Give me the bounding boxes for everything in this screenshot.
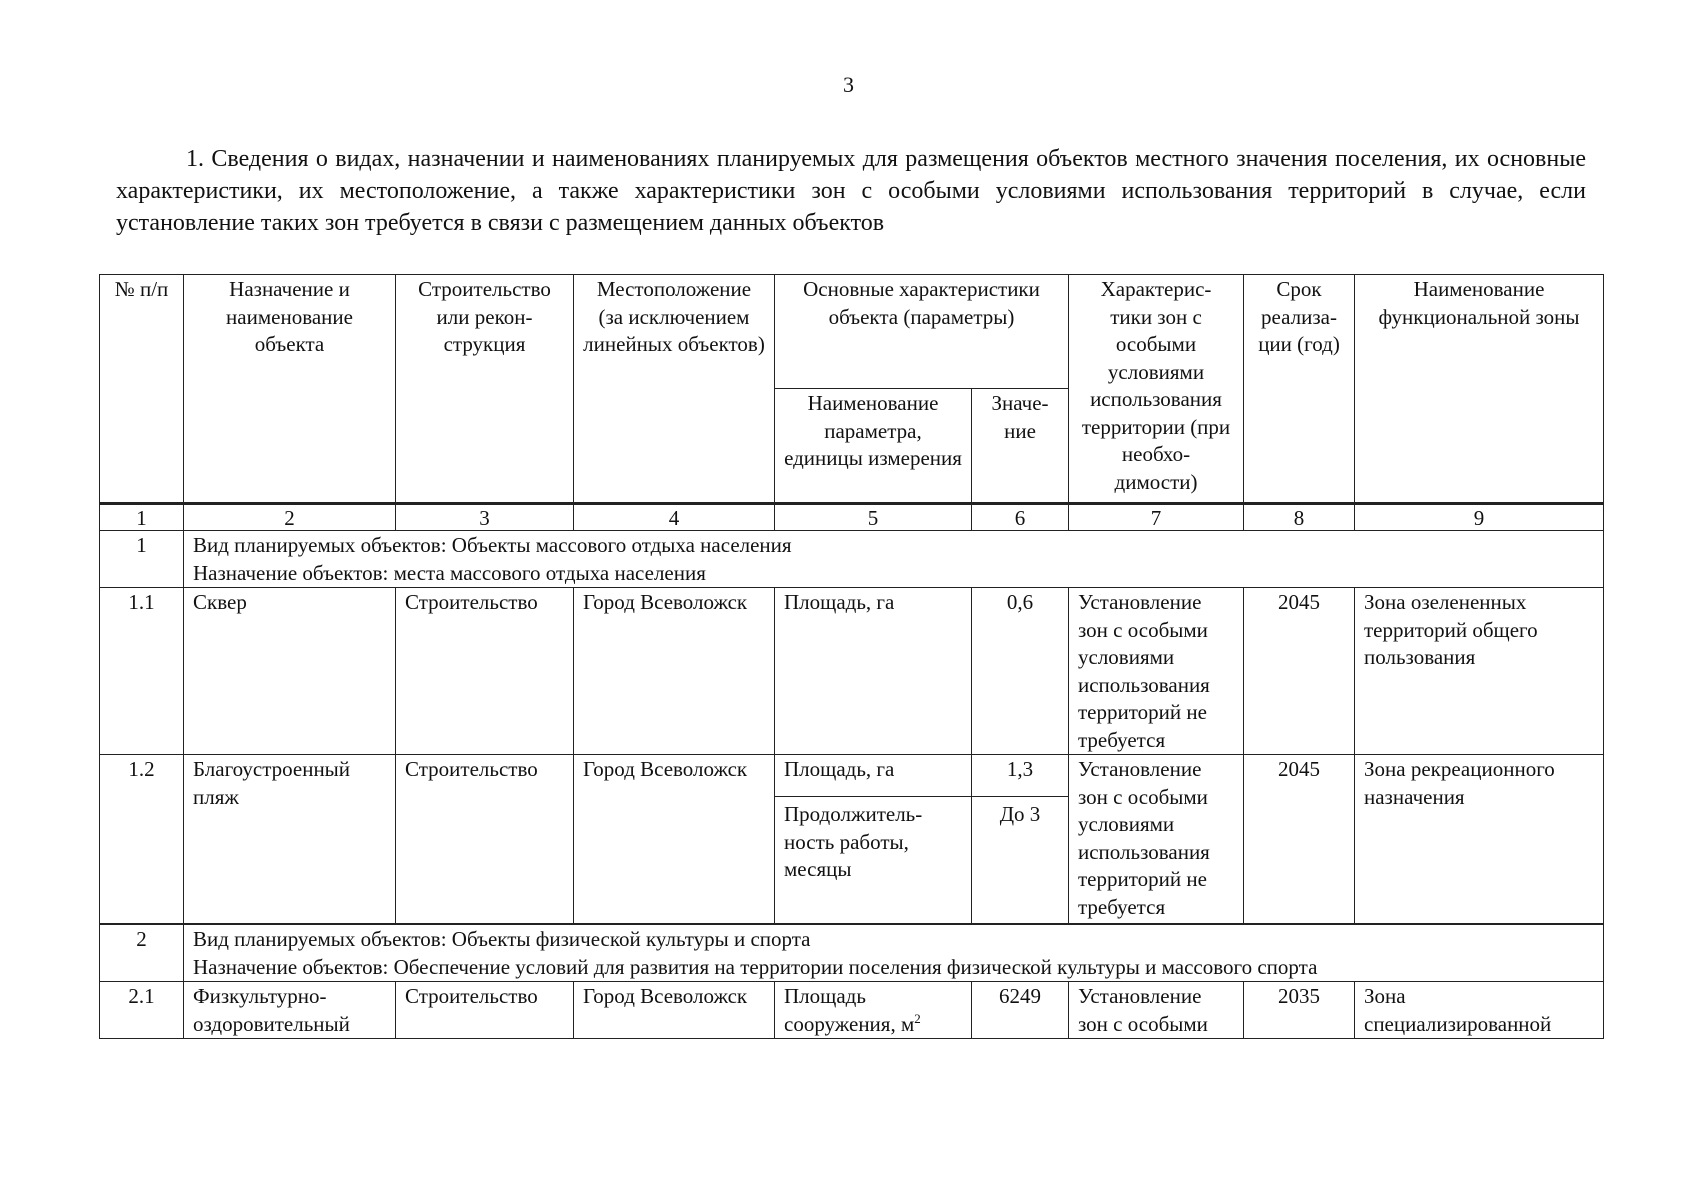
column-number: 1 <box>100 504 184 531</box>
header-param-name: Наименование параметра, единицы измерения <box>775 389 972 504</box>
column-numbers-row <box>100 504 1604 531</box>
section-number: 1 <box>100 531 184 588</box>
section-row <box>100 924 1604 982</box>
location: Город Всеволожск <box>574 588 775 755</box>
column-number: 2 <box>184 504 396 531</box>
deadline-year: 2035 <box>1244 982 1355 1039</box>
intro-paragraph: 1. Сведения о видах, назначении и наименованиях планируемых для размещения объектов местного значения поселения, их основные характеристики, их местоположение, а также характеристики зон с особыми условиями использования территорий в случае, если установление таких зон требуется в связи с размещением данных объектов <box>116 146 1586 236</box>
header-construction-type: Строительство или рекон- струкция <box>396 275 574 504</box>
location: Город Всеволожск <box>574 982 775 1039</box>
construction-type: Строительство <box>396 755 574 925</box>
header-location: Местоположение (за исключением линейных объектов) <box>574 275 775 504</box>
object-name: Сквер <box>184 588 396 755</box>
param-name: Продолжитель- ность работы, месяцы <box>775 797 972 925</box>
param-name: Площадь, га <box>775 588 972 755</box>
object-name: Благоустроенный пляж <box>184 755 396 925</box>
deadline-year: 2045 <box>1244 755 1355 925</box>
header-object-name: Назначение и наименование объекта <box>184 275 396 504</box>
section-number: 2 <box>100 924 184 982</box>
column-number: 3 <box>396 504 574 531</box>
object-name: Физкультурно- оздоровительный <box>184 982 396 1039</box>
zone-characteristics: Установление зон с особыми условиями использования территорий не требуется <box>1069 755 1244 925</box>
column-number: 5 <box>775 504 972 531</box>
column-number: 7 <box>1069 504 1244 531</box>
section-row <box>100 531 1604 588</box>
header-zone-characteristics: Характерис- тики зон с особыми условиями использования территории (при необхо- димости) <box>1069 275 1244 504</box>
section-type-line: Вид планируемых объектов: Объекты массового отдыха населения <box>193 533 792 557</box>
functional-zone: Зона рекреационного назначения <box>1355 755 1604 925</box>
header-param-value: Значе- ние <box>972 389 1069 504</box>
header-number: № п/п <box>100 275 184 504</box>
section-type-line: Вид планируемых объектов: Объекты физической культуры и спорта <box>193 927 811 951</box>
param-name-text: Площадь сооружения, м <box>784 984 915 1036</box>
functional-zone: Зона специализированной <box>1355 982 1604 1039</box>
column-number: 4 <box>574 504 775 531</box>
param-value: До 3 <box>972 797 1069 925</box>
table-row <box>100 755 1604 797</box>
header-main-characteristics: Основные характеристики объекта (параметры) <box>775 275 1069 389</box>
zone-characteristics: Установление зон с особыми <box>1069 982 1244 1039</box>
column-number: 8 <box>1244 504 1355 531</box>
section-description <box>184 924 1604 982</box>
row-number: 1.1 <box>100 588 184 755</box>
param-value: 0,6 <box>972 588 1069 755</box>
table-row <box>100 588 1604 755</box>
page-number: 3 <box>843 72 854 97</box>
functional-zone: Зона озелененных территорий общего пользования <box>1355 588 1604 755</box>
section-purpose-line: Назначение объектов: места массового отдыха населения <box>193 560 706 585</box>
column-number: 6 <box>972 504 1069 531</box>
construction-type: Строительство <box>396 982 574 1039</box>
section-purpose-line: Назначение объектов: Обеспечение условий для развития на территории поселения физической культуры и массового спорта <box>193 954 1318 979</box>
header-functional-zone: Наименование функциональной зоны <box>1355 275 1604 504</box>
table-row <box>100 982 1604 1039</box>
param-name: Площадь, га <box>775 755 972 797</box>
param-name <box>775 982 972 1039</box>
header-deadline: Срок реализа- ции (год) <box>1244 275 1355 504</box>
row-number: 1.2 <box>100 755 184 925</box>
planned-objects-table <box>99 274 1604 1039</box>
location: Город Всеволожск <box>574 755 775 925</box>
param-value: 6249 <box>972 982 1069 1039</box>
construction-type: Строительство <box>396 588 574 755</box>
row-number: 2.1 <box>100 982 184 1039</box>
deadline-year: 2045 <box>1244 588 1355 755</box>
section-description <box>184 531 1604 588</box>
param-value: 1,3 <box>972 755 1069 797</box>
param-unit-exponent: 2 <box>914 1010 921 1026</box>
table-header-row <box>100 275 1604 389</box>
zone-characteristics: Установление зон с особыми условиями использования территорий не требуется <box>1069 588 1244 755</box>
column-number: 9 <box>1355 504 1604 531</box>
